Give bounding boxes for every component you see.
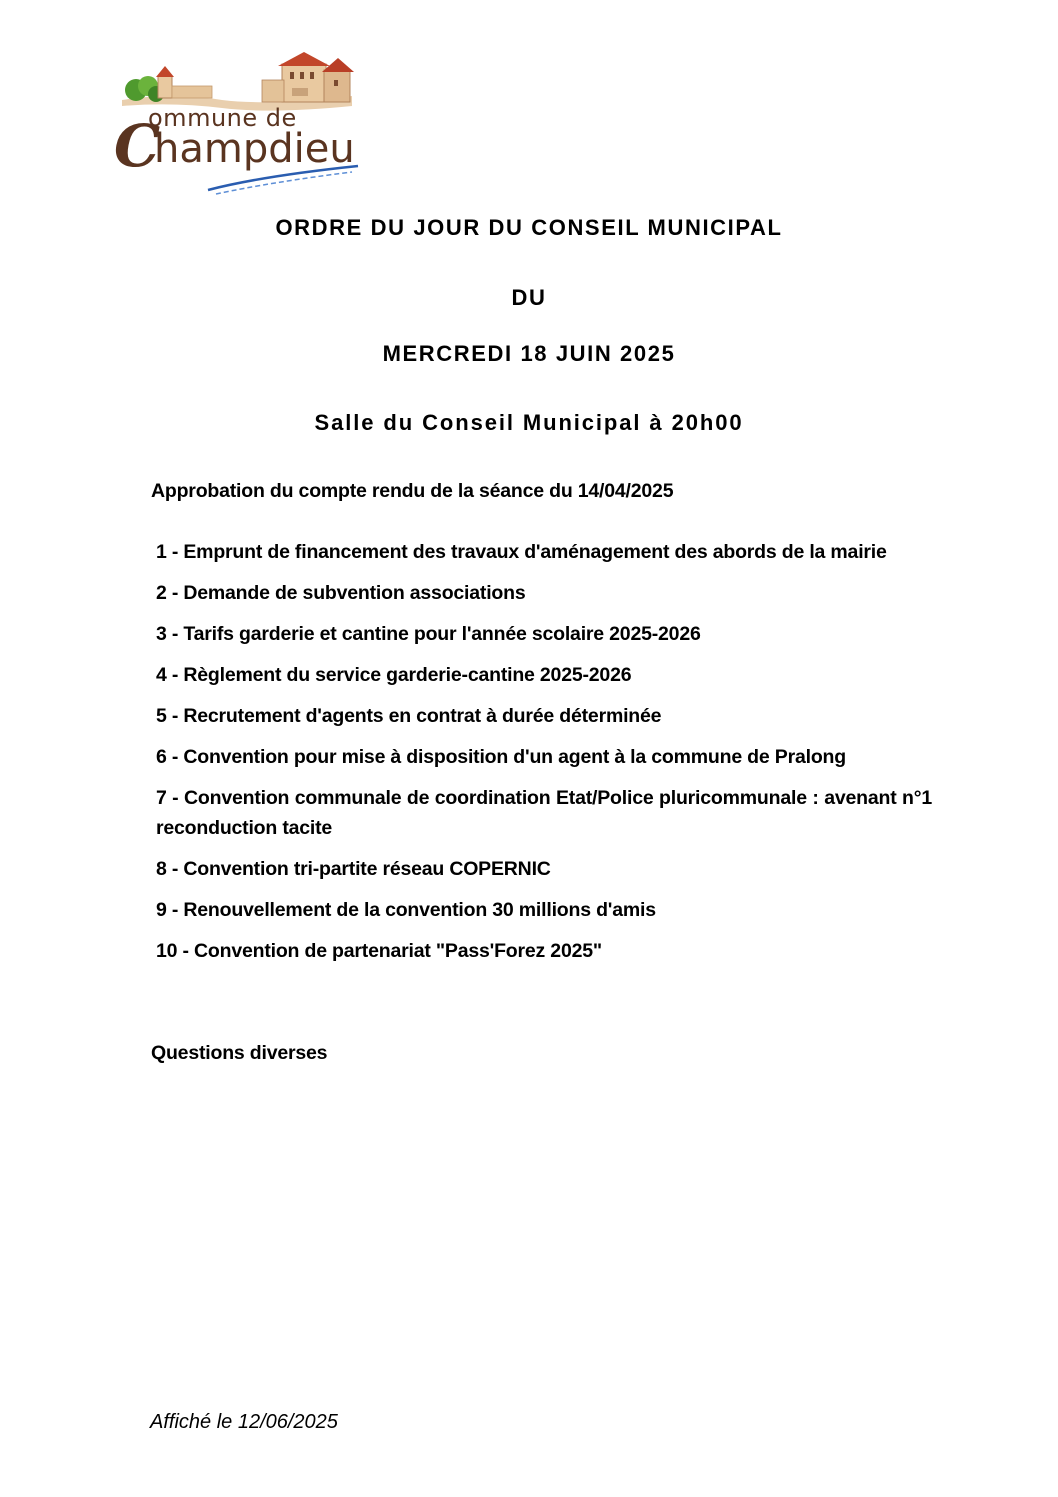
agenda-item: 4 - Règlement du service garderie-cantine 2025-2026 — [156, 664, 632, 686]
agenda-item: 3 - Tarifs garderie et cantine pour l'année scolaire 2025-2026 — [156, 623, 701, 645]
logo-name: hampdieu — [154, 126, 355, 172]
agenda-item: 6 - Convention pour mise à disposition d'un agent à la commune de Pralong — [156, 746, 846, 768]
questions-diverses: Questions diverses — [151, 1042, 328, 1064]
agenda-item: 7 - Convention communale de coordination Etat/Police pluricommunale : avenant n°1 reconduction tacite — [156, 787, 932, 839]
posted-date: Affiché le 12/06/2025 — [150, 1411, 338, 1433]
agenda-item: 10 - Convention de partenariat "Pass'Forez 2025" — [156, 940, 602, 962]
svg-text:C: C — [114, 112, 161, 180]
agenda-item: 8 - Convention tri-partite réseau COPERNIC — [156, 858, 551, 880]
agenda-item: 5 - Recrutement d'agents en contrat à durée déterminée — [156, 705, 662, 727]
agenda-list — [156, 537, 932, 977]
page-title: ORDRE DU JOUR DU CONSEIL MUNICIPAL — [275, 215, 783, 240]
agenda-item: 2 - Demande de subvention associations — [156, 582, 526, 604]
meeting-date: MERCREDI 18 JUIN 2025 — [382, 341, 676, 366]
title-du: DU — [511, 285, 547, 310]
agenda-item: 9 - Renouvellement de la convention 30 millions d'amis — [156, 899, 656, 921]
meeting-location: Salle du Conseil Municipal à 20h00 — [314, 410, 744, 435]
approval-item: Approbation du compte rendu de la séance du 14/04/2025 — [151, 480, 674, 502]
logo-prefix: ommune de — [148, 104, 297, 132]
agenda-item: 1 - Emprunt de financement des travaux d'aménagement des abords de la mairie — [156, 541, 887, 563]
commune-logo — [112, 44, 366, 198]
